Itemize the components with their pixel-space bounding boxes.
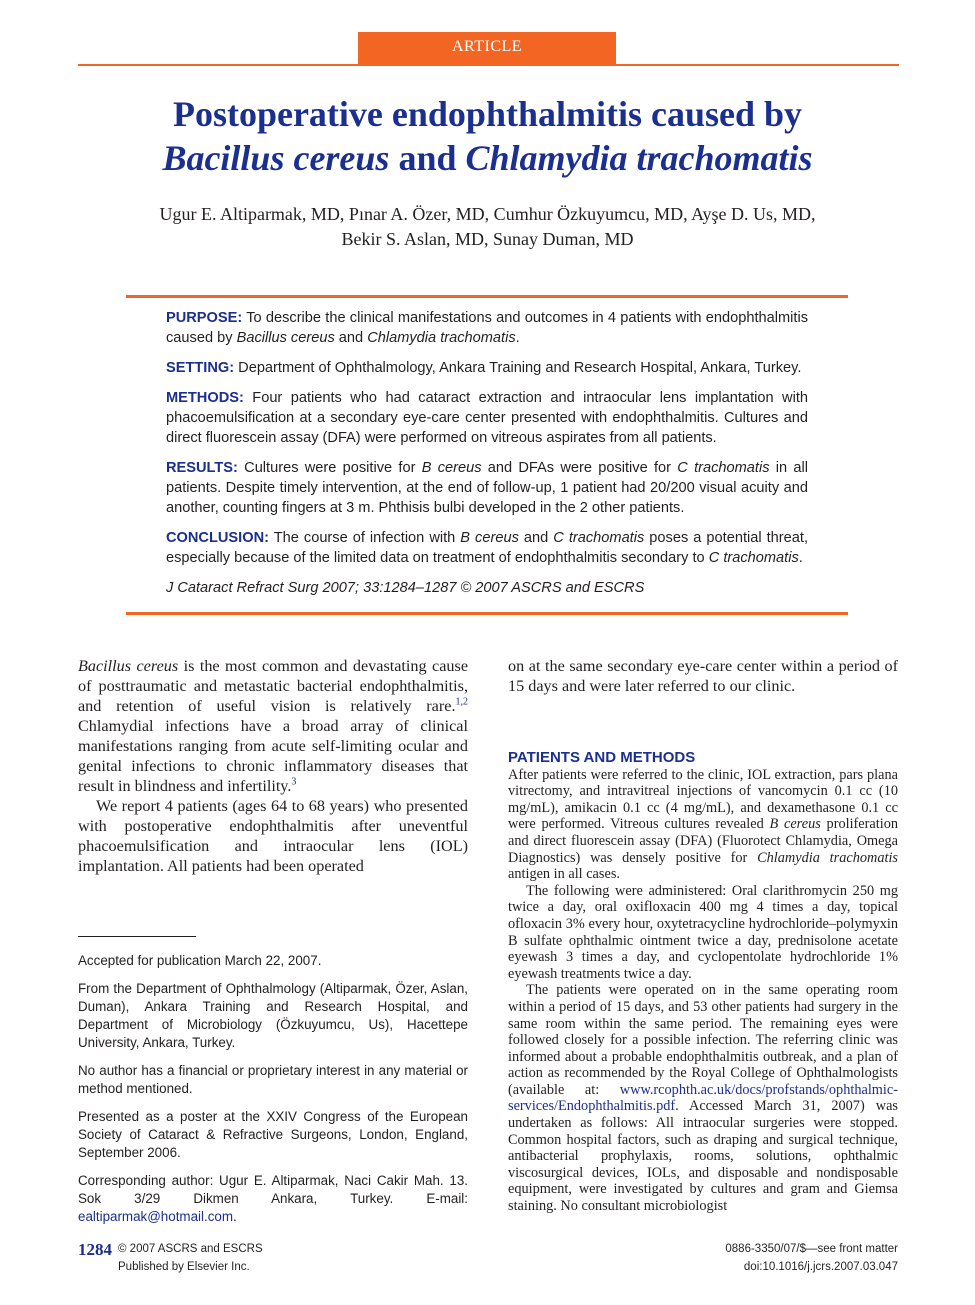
title-organism-1: Bacillus cereus bbox=[162, 138, 390, 178]
intro-text-1: is the most common and devastating cause of posttraumatic and metastatic bacterial endophthalmitis, and retention of useful vision is relatively rare. bbox=[78, 657, 469, 715]
abstract-top-rule bbox=[126, 295, 848, 298]
intro-paragraph-2: We report 4 patients (ages 64 to 68 years) who presented with postoperative endophthalmitis after uneventful phacoemulsification and intraocular lens (IOL) implantation. All patients had been operated bbox=[78, 797, 468, 875]
footnote-affiliation: From the Department of Ophthalmology (Altiparmak, Özer, Aslan, Duman), Ankara Training and Research Hospital, and Department of Microbiology (Özkuyumcu, Us), Hacettepe University, Ankara, Turkey. bbox=[78, 981, 468, 1050]
footnote-disclosure: No author has a financial or proprietary interest in any material or method mentioned. bbox=[78, 1063, 468, 1096]
left-column-body bbox=[78, 656, 468, 876]
results-text-3: in all patients. Despite timely intervention, at the end of follow-up, 1 patient had 20/200 visual acuity and another, counting fingers at 3 m. Phthisis bulbi developed in the 2 other patients. bbox=[166, 460, 809, 516]
journal-citation: J Cataract Refract Surg 2007; 33:1284–1287 © 2007 ASCRS and ESCRS bbox=[166, 580, 645, 596]
conclusion-end: . bbox=[798, 550, 803, 566]
title-organism-2: Chlamydia trachomatis bbox=[465, 138, 813, 178]
abstract-bottom-rule bbox=[126, 612, 848, 615]
footnote-rule bbox=[78, 936, 196, 937]
methods-paragraph-2: The following were administered: Oral clarithromycin 250 mg twice a day, oral oxifloxacin 400 mg 4 times a day, topical ofloxacin 3% every hour, oxytetracycline hydrochloride–polymyxin B sulfate ophthalmic ointment twice a day, prednisolone acetate eyewash 3 times a day, and cyclopentolate hydrochloride 1% eyewash treatments twice a day. bbox=[508, 882, 898, 982]
purpose-organism-1: Bacillus cereus bbox=[236, 330, 335, 346]
purpose-end: . bbox=[515, 330, 520, 346]
footer-copyright: © 2007 ASCRS and ESCRS bbox=[118, 1243, 263, 1255]
results-text-2: and DFAs were positive for bbox=[481, 460, 678, 476]
footnote-accepted: Accepted for publication March 22, 2007. bbox=[78, 953, 322, 968]
conclusion-text-3: poses a potential threat, especially because of the limited data on treatment of endophthalmitis secondary to bbox=[166, 530, 808, 566]
authors-line-1: Ugur E. Altiparmak, MD, Pınar A. Özer, MD, Cumhur Özkuyumcu, MD, Ayşe D. Us, MD, bbox=[159, 204, 816, 224]
methods-p3-text-1: The patients were operated on in the same operating room within a period of 15 days, and 53 other patients had surgery in the same room within the same period. The remaining eyes were followed closely for a possible infection. The referring clinic was informed about a probable endophthalmitis outbreak, and a plan of action as recommended by the Royal College of Ophthalmologists (available at: bbox=[508, 982, 898, 1098]
conclusion-label: CONCLUSION: bbox=[166, 530, 269, 546]
conclusion-organism-1: B cereus bbox=[460, 530, 519, 546]
purpose-organism-2: Chlamydia trachomatis bbox=[367, 330, 516, 346]
corresponding-text: Corresponding author: Ugur E. Altiparmak, Naci Cakir Mah. 13. Sok 3/29 Dikmen Ankara, Turkey. E-mail: bbox=[78, 1173, 468, 1206]
methods-p1-organism-2: Chlamydia trachomatis bbox=[757, 849, 898, 866]
right-column-body bbox=[508, 750, 898, 1215]
conclusion-organism-3: C trachomatis bbox=[708, 550, 799, 566]
intro-organism: Bacillus cereus bbox=[78, 657, 179, 675]
corresponding-email-link[interactable]: ealtiparmak@hotmail.com bbox=[78, 1209, 233, 1224]
abstract bbox=[166, 308, 808, 608]
corresponding-end: . bbox=[233, 1209, 237, 1224]
footnote-corresponding bbox=[78, 1172, 468, 1226]
methods-p1-text-3: antigen in all cases. bbox=[508, 866, 620, 883]
article-title bbox=[60, 92, 915, 180]
results-label: RESULTS: bbox=[166, 460, 238, 476]
methods-paragraph-3 bbox=[508, 982, 898, 1214]
conclusion-text-1: The course of infection with bbox=[268, 530, 461, 546]
continuation-paragraph: on at the same secondary eye-care center within a period of 15 days and were later referred to our clinic. bbox=[508, 657, 898, 695]
right-column-continuation bbox=[508, 656, 898, 696]
methods-p3-text-2: . Accessed March 31, 2007) was undertaken as follows: All intraocular surgeries were stopped. Common hospital factors, such as draping and surgical technique, antibacterial prophylaxis, rooms, solutions, ophthalmic viscosurgical devices, IOLs, and disposable and nondisposable equipment, were investigated by cultures and gram and Giemsa staining. No consultant microbiologist bbox=[508, 1098, 898, 1215]
rcophth-link[interactable]: www.rcophth.ac.uk/docs/profstands/ophthalmic-services/Endophthalmitis.pdf bbox=[508, 1081, 898, 1115]
article-type-label: ARTICLE bbox=[451, 38, 523, 55]
methods-p1-text-2: proliferation and direct fluorescein assay (DFA) (Fluorotect Chlamydia, Omega Diagnostics) was densely positive for bbox=[508, 816, 898, 866]
setting-label: SETTING: bbox=[166, 360, 235, 376]
purpose-and: and bbox=[334, 330, 368, 346]
purpose-label: PURPOSE: bbox=[166, 310, 243, 326]
section-heading-patients-methods: PATIENTS AND METHODS bbox=[508, 749, 696, 766]
title-connector: and bbox=[389, 138, 466, 178]
methods-p1-text-1: After patients were referred to the clinic, IOL extraction, pars plana vitrectomy, and intravitreal injections of vancomycin 0.1 cc (10 mg/mL), amikacin 0.1 cc (4 mg/mL), and dexamethasone 0.1 cc were performed. Vitreous cultures revealed bbox=[508, 766, 898, 833]
reference-3[interactable]: 3 bbox=[291, 776, 297, 788]
methods-p1-organism-1: B cereus bbox=[769, 816, 821, 833]
footnotes bbox=[78, 952, 468, 1236]
footer-doi: doi:10.1016/j.jcrs.2007.03.047 bbox=[743, 1261, 898, 1273]
abstract-conclusion bbox=[166, 528, 808, 568]
results-organism-1: B cereus bbox=[421, 460, 482, 476]
methods-label: METHODS: bbox=[166, 390, 244, 406]
reference-1-2[interactable]: 1,2 bbox=[455, 696, 468, 708]
footer-issn: 0886-3350/07/$—see front matter bbox=[725, 1243, 898, 1255]
intro-paragraph-1 bbox=[78, 656, 468, 796]
title-line-2 bbox=[60, 136, 915, 180]
footer-publisher: Published by Elsevier Inc. bbox=[118, 1261, 250, 1273]
abstract-results bbox=[166, 458, 808, 518]
header-rule bbox=[78, 64, 899, 66]
methods-paragraph-1 bbox=[508, 767, 898, 883]
footnote-presented: Presented as a poster at the XXIV Congress of the European Society of Cataract & Refractive Surgeons, London, England, September 2006. bbox=[78, 1109, 468, 1160]
intro-text-2: Chlamydial infections have a broad array of clinical manifestations ranging from acute self-limiting ocular and genital infections to chronic inflammatory diseases that result in blindness and infertility. bbox=[78, 717, 468, 795]
purpose-text: To describe the clinical manifestations and outcomes in 4 patients with endophthalmitis caused by bbox=[166, 310, 808, 346]
page-number: 1284 bbox=[78, 1240, 112, 1259]
results-text-1: Cultures were positive for bbox=[237, 460, 422, 476]
author-list bbox=[80, 202, 895, 252]
methods-text: Four patients who had cataract extraction and intraocular lens implantation with phacoemulsification at a secondary eye-care center presented with endophthalmitis. Cultures and direct fluorescein assay (DFA) were performed on vitreous aspirates from all patients. bbox=[166, 390, 808, 446]
conclusion-text-2: and bbox=[518, 530, 554, 546]
title-line-1: Postoperative endophthalmitis caused by bbox=[172, 94, 803, 134]
abstract-methods bbox=[166, 388, 808, 448]
abstract-purpose bbox=[166, 308, 808, 348]
conclusion-organism-2: C trachomatis bbox=[553, 530, 645, 546]
authors-line-2: Bekir S. Aslan, MD, Sunay Duman, MD bbox=[341, 229, 634, 249]
results-organism-2: C trachomatis bbox=[677, 460, 770, 476]
setting-text: Department of Ophthalmology, Ankara Training and Research Hospital, Ankara, Turkey. bbox=[234, 360, 802, 376]
abstract-setting bbox=[166, 358, 808, 378]
